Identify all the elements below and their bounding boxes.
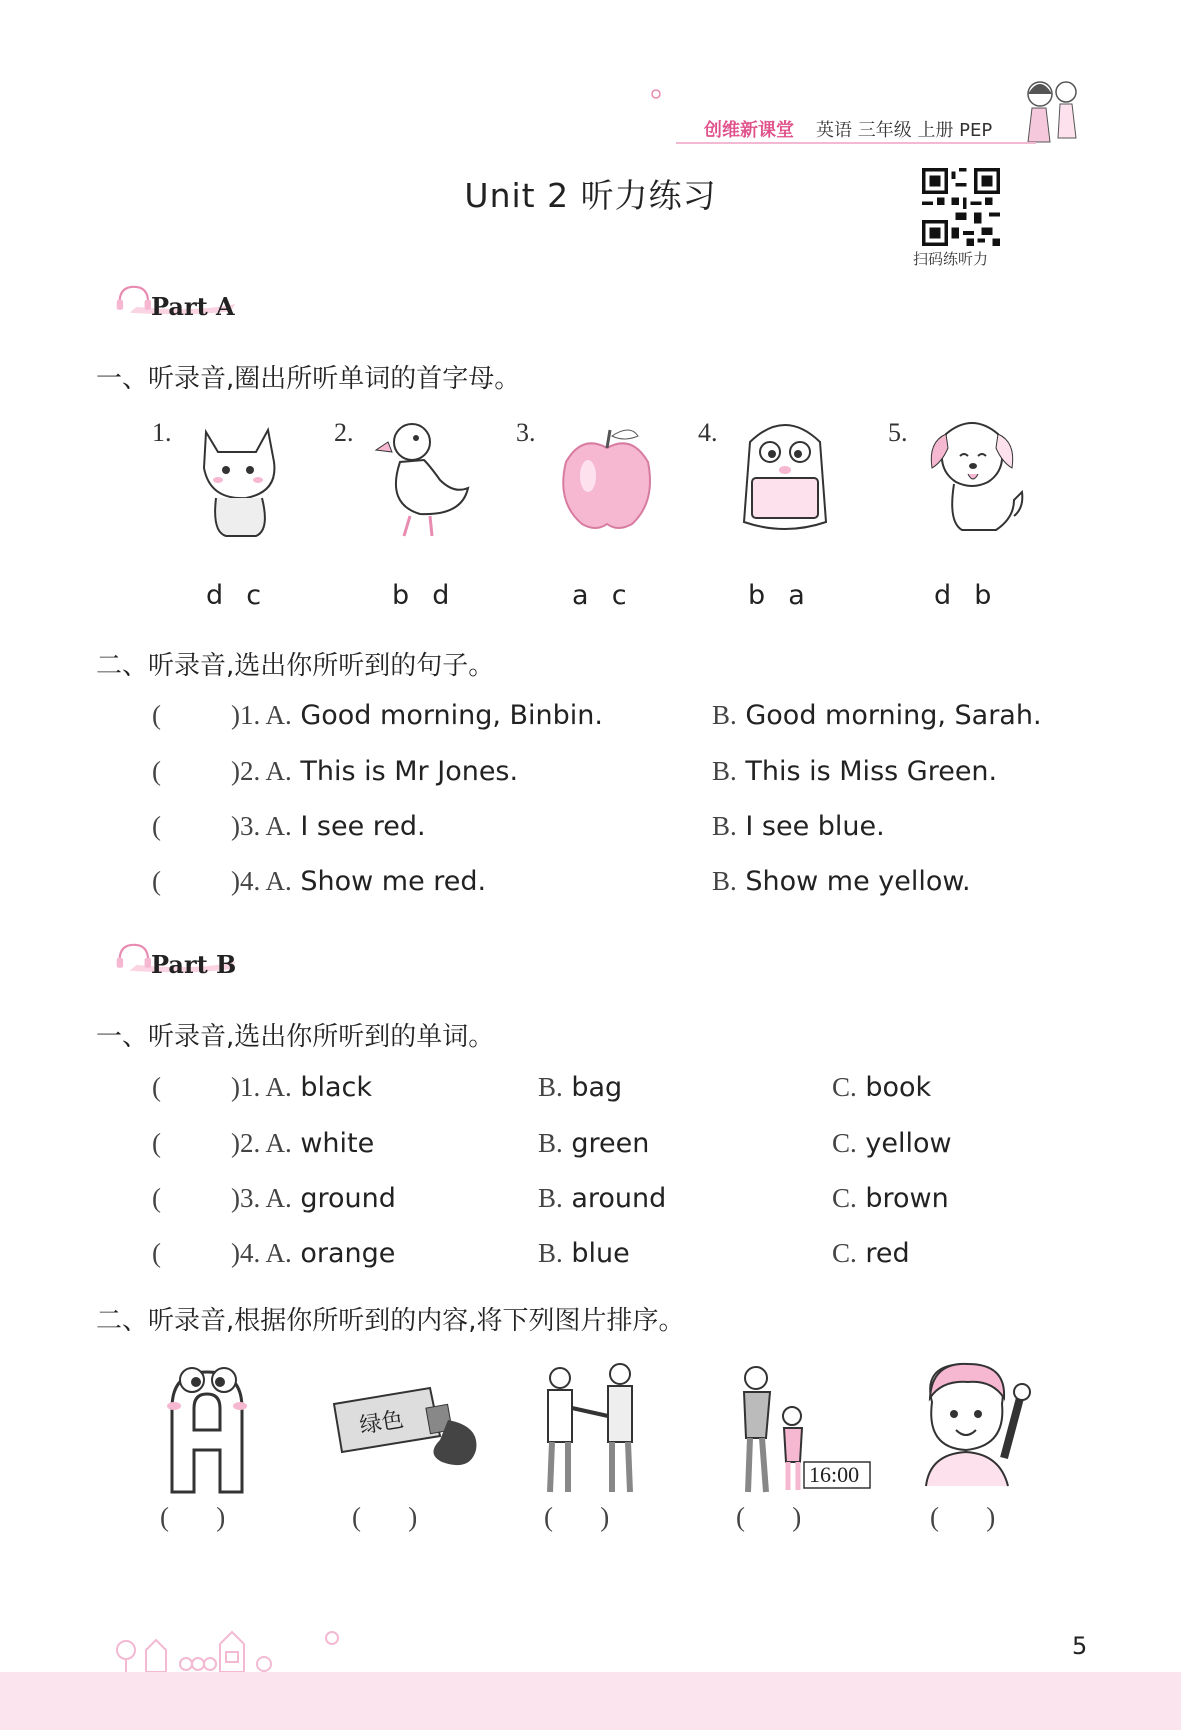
option-a: Show me red. [300,866,487,897]
apple-icon [552,420,662,550]
letter-choices[interactable]: b d [392,580,452,611]
row-number: )2. A. [231,1128,292,1158]
sentence-row-b [712,811,885,842]
part-a-section2-title: 二、听录音,选出你所听到的句子。 [96,651,495,681]
option-b-label: B. [538,1238,563,1268]
order-blank[interactable]: ( ) [736,1502,802,1532]
letter-a-icon [152,1358,262,1498]
header-divider [676,142,1036,144]
option-b-label: B. [538,1128,563,1158]
item-number: 5. [888,418,908,447]
bag-icon [730,412,840,542]
order-blank[interactable]: ( ) [930,1502,996,1532]
option-b: Good morning, Sarah. [745,700,1042,731]
order-blank[interactable]: ( ) [352,1502,418,1532]
option-b: I see blue. [745,811,885,842]
word-row-c [832,1238,910,1269]
letter-choices[interactable]: d b [934,580,994,611]
option-b-label: B. [712,700,737,730]
word-row-b [538,1128,649,1159]
footer-band [0,1672,1181,1730]
option-c: book [865,1072,932,1103]
word-row-b [538,1072,622,1103]
page-title: Unit 2 听力练习 [464,176,717,215]
option-b: around [571,1183,667,1214]
paint-tube-icon [330,1380,490,1480]
option-b-label: B. [538,1072,563,1102]
order-blank[interactable]: ( ) [544,1502,610,1532]
boy-waving-icon [912,1358,1038,1488]
header-girls-icon [1010,72,1090,152]
option-b: Show me yellow. [745,866,971,897]
option-a: ground [300,1183,396,1214]
word-row [152,1238,395,1269]
order-blank[interactable]: ( ) [160,1502,226,1532]
option-a: orange [300,1238,396,1269]
part-b-section2-title: 二、听录音,根据你所听到的内容,将下列图片排序。 [96,1306,685,1336]
letter-choices[interactable]: d c [206,580,264,611]
town-decoration-icon [112,1620,372,1674]
clock-time: 16:00 [809,1462,860,1487]
word-row-c [832,1128,952,1159]
option-b-label: B. [538,1183,563,1213]
option-c: yellow [865,1128,952,1159]
option-b-label: B. [712,756,737,786]
word-row-b [538,1238,630,1269]
sentence-row-b [712,700,1042,731]
option-a: Good morning, Binbin. [300,700,603,731]
qr-caption: 扫码练听力 [913,250,989,268]
row-number: )3. A. [231,811,292,841]
word-row-b [538,1183,666,1214]
option-b: blue [571,1238,630,1269]
answer-blank[interactable]: ( [152,1128,161,1158]
option-b-label: B. [712,811,737,841]
answer-blank[interactable]: ( [152,1183,161,1213]
word-row-c [832,1072,931,1103]
page-number: 5 [1072,1632,1088,1660]
row-number: )1. A. [231,700,292,730]
word-row-c [832,1183,949,1214]
sentence-row [152,866,486,897]
option-a: This is Mr Jones. [300,756,519,787]
answer-blank[interactable]: ( [152,811,161,841]
row-number: )4. A. [231,866,292,896]
option-a: I see red. [300,811,426,842]
word-row [152,1183,396,1214]
option-c-label: C. [832,1183,857,1213]
option-a: white [300,1128,375,1159]
item-number: 2. [334,418,354,447]
item-number: 1. [152,418,172,447]
tube-label: 绿色 [358,1407,406,1439]
sentence-row [152,756,518,787]
sentence-row-b [712,756,997,787]
option-c-label: C. [832,1128,857,1158]
part-b-section1-title: 一、听录音,选出你所听到的单词。 [96,1022,495,1052]
option-c-label: C. [832,1072,857,1102]
item-number: 4. [698,418,718,447]
option-b: bag [571,1072,623,1103]
part-a-section1-title: 一、听录音,圈出所听单词的首字母。 [96,364,521,394]
option-a: black [300,1072,373,1103]
item-number: 3. [516,418,536,447]
option-c: brown [865,1183,949,1214]
option-b-label: B. [712,866,737,896]
part-b-label: Part B [151,950,237,979]
answer-blank[interactable]: ( [152,756,161,786]
parent-child-icon [716,1358,876,1498]
header-brand: 创维新课堂 [704,120,794,141]
answer-blank[interactable]: ( [152,700,161,730]
word-row [152,1072,372,1103]
sentence-row [152,700,603,731]
sentence-row-b [712,866,971,897]
header-book-info: 英语 三年级 上册 PEP [816,120,993,141]
flower-icon [646,84,666,104]
answer-blank[interactable]: ( [152,1072,161,1102]
duck-icon [370,412,480,542]
row-number: )2. A. [231,756,292,786]
dog-icon [918,412,1028,542]
letter-choices[interactable]: a c [572,580,629,611]
letter-choices[interactable]: b a [748,580,807,611]
option-c-label: C. [832,1238,857,1268]
row-number: )1. A. [231,1072,292,1102]
handshake-icon [536,1358,646,1498]
option-c: red [865,1238,910,1269]
sentence-row [152,811,426,842]
part-a-label: Part A [151,292,235,321]
option-b: This is Miss Green. [745,756,998,787]
word-row [152,1128,374,1159]
qr-code-icon[interactable] [922,168,1000,246]
answer-blank[interactable]: ( [152,866,161,896]
answer-blank[interactable]: ( [152,1238,161,1268]
row-number: )4. A. [231,1238,292,1268]
cat-icon [186,412,296,542]
option-b: green [571,1128,650,1159]
row-number: )3. A. [231,1183,292,1213]
